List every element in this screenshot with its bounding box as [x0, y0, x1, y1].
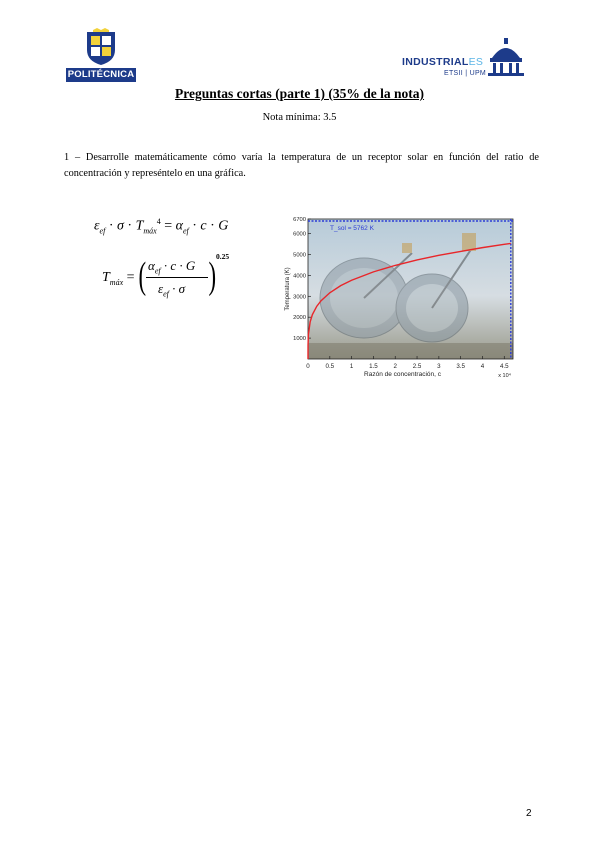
page-number: 2 — [526, 808, 532, 819]
eq1-equals: = — [164, 218, 173, 234]
x-exponent-label: x 10⁴ — [498, 373, 511, 379]
eq2-num-sub: ef — [154, 266, 161, 276]
eq1-G: G — [218, 218, 229, 234]
equation-max-temperature — [102, 252, 242, 306]
x-tick-label: 3.5 — [456, 363, 465, 370]
eq1-T: T — [135, 218, 144, 234]
x-tick-label: 0.5 — [325, 363, 335, 370]
eq1-T-sub: máx — [143, 226, 157, 236]
y-tick-label: 3000 — [293, 294, 306, 301]
eq1-eps: ε — [94, 218, 100, 234]
chart-svg — [282, 213, 516, 391]
eq1-T-sup: 4 — [156, 217, 161, 226]
chart-annotation: T_sol = 5762 K — [330, 225, 374, 232]
wordmark-main: INDUSTRIAL — [402, 56, 469, 68]
y-tick-label: 6000 — [293, 231, 306, 238]
eq1-c: c — [200, 218, 207, 234]
y-tick-label: 4000 — [293, 273, 306, 280]
x-tick-label: 2 — [393, 363, 397, 370]
x-tick-label: 4 — [480, 363, 485, 370]
x-tick-label: 2.5 — [412, 363, 422, 370]
eq2-num-alpha: α — [148, 258, 155, 273]
eq2-num-rest: · c · G — [163, 258, 196, 273]
eq2-numerator — [148, 258, 195, 276]
page-title: Preguntas cortas (parte 1) (35% de la nota) — [174, 86, 425, 101]
eq2-den-eps: ε — [158, 281, 164, 296]
eq2-T: T — [102, 270, 110, 285]
y-tick-label: 5000 — [293, 252, 306, 259]
eq1-dot-4: · — [210, 218, 215, 234]
eq2-den-sub: ef — [163, 289, 169, 299]
x-tick-label: 4.5 — [499, 363, 509, 370]
dome-icon — [486, 36, 526, 78]
eq2-right-paren: ) — [208, 255, 217, 297]
x-tick-label: 1.5 — [369, 363, 378, 370]
eq1-dot-2: · — [127, 218, 133, 234]
wordmark-suffix: ES — [468, 56, 484, 68]
industriales-logo — [402, 36, 524, 82]
y-tick-label: 1000 — [293, 336, 306, 343]
x-tick-label: 0 — [306, 363, 310, 370]
eq2-T-sub: máx — [109, 277, 124, 287]
upm-logo — [66, 28, 136, 84]
eq1-dot-3: · — [192, 218, 197, 234]
min-grade-note: Nota mínima: 3.5 — [262, 112, 337, 123]
industriales-wordmark — [402, 56, 483, 68]
eq2-left-paren: ( — [138, 255, 147, 297]
x-tick-label: 1 — [349, 363, 354, 370]
question-text: 1 – Desarrolle matemáticamente cómo varía la temperatura de un receptor solar en función del ratio de concentración y represéntelo en una gráfica. — [64, 152, 539, 179]
eq1-alpha-sub: ef — [182, 226, 189, 236]
etsii-label: ETSII | UPM — [444, 70, 487, 77]
eq2-exponent: 0.25 — [216, 252, 230, 261]
eq1-dot: · — [108, 218, 114, 234]
temperature-chart — [282, 213, 516, 391]
eq2-fraction-bar — [146, 277, 208, 278]
eq1-alpha: α — [175, 218, 183, 234]
eq2-denominator — [158, 281, 185, 299]
x-tick-label: 3 — [437, 363, 441, 370]
eq2-equals: = — [126, 270, 135, 285]
eq2-den-rest: · σ — [172, 281, 186, 296]
crest-icon — [81, 28, 121, 66]
y-tick-label: 6700 — [293, 217, 306, 223]
upm-logo-label: POLITÉCNICA — [67, 69, 135, 80]
y-axis-label: Temperatura (K) — [285, 267, 291, 311]
equation-energy-balance — [94, 217, 228, 235]
eq1-eps-sub: ef — [99, 226, 106, 236]
eq1-sigma: σ — [116, 218, 124, 234]
y-tick-label: 2000 — [293, 315, 306, 322]
x-axis-label: Razón de concentración, c — [364, 371, 441, 378]
